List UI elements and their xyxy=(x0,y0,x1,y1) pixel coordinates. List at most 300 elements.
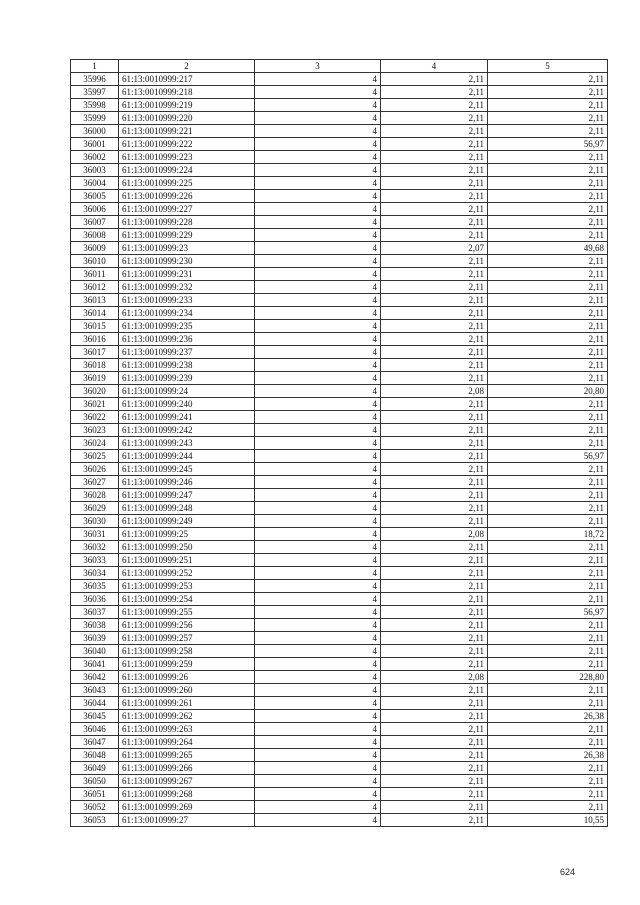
table-cell-col-4: 2,11 xyxy=(381,268,488,281)
table-cell-col-5: 2,11 xyxy=(488,320,608,333)
table-cell-col-4: 2,11 xyxy=(381,307,488,320)
table-row xyxy=(71,281,608,294)
table-cell-col-3: 4 xyxy=(255,632,381,645)
table-cell-col-1: 36026 xyxy=(71,463,119,476)
table-cell-col-4: 2,11 xyxy=(381,450,488,463)
table-row xyxy=(71,814,608,827)
table-cell-col-1: 36004 xyxy=(71,177,119,190)
table-cell-col-3: 4 xyxy=(255,645,381,658)
table-cell-col-3: 4 xyxy=(255,437,381,450)
table-cell-col-1: 36023 xyxy=(71,424,119,437)
table-cell-col-3: 4 xyxy=(255,710,381,723)
table-cell-col-4: 2,11 xyxy=(381,489,488,502)
table-cell-col-3: 4 xyxy=(255,762,381,775)
table-cell-col-1: 36005 xyxy=(71,190,119,203)
table-cell-col-1: 36027 xyxy=(71,476,119,489)
table-row xyxy=(71,216,608,229)
table-cell-col-4: 2,11 xyxy=(381,99,488,112)
table-cell-col-1: 36046 xyxy=(71,723,119,736)
table-cell-col-4: 2,11 xyxy=(381,801,488,814)
table-row xyxy=(71,177,608,190)
table-cell-col-5: 2,11 xyxy=(488,112,608,125)
table-cell-col-4: 2,11 xyxy=(381,372,488,385)
table-cell-col-2: 61:13:0010999:221 xyxy=(119,125,255,138)
table-cell-col-1: 36024 xyxy=(71,437,119,450)
table-cell-col-5: 2,11 xyxy=(488,125,608,138)
table-cell-col-5: 2,11 xyxy=(488,255,608,268)
table-cell-col-1: 36009 xyxy=(71,242,119,255)
table-cell-col-4: 2,08 xyxy=(381,671,488,684)
table-row xyxy=(71,450,608,463)
table-cell-col-1: 36020 xyxy=(71,385,119,398)
table-cell-col-4: 2,11 xyxy=(381,775,488,788)
table-cell-col-3: 4 xyxy=(255,281,381,294)
table-cell-col-3: 4 xyxy=(255,515,381,528)
table-cell-col-2: 61:13:0010999:260 xyxy=(119,684,255,697)
table-cell-col-5: 2,11 xyxy=(488,424,608,437)
table-cell-col-4: 2,11 xyxy=(381,281,488,294)
table-cell-col-1: 36033 xyxy=(71,554,119,567)
table-cell-col-5: 2,11 xyxy=(488,684,608,697)
table-row xyxy=(71,229,608,242)
table-cell-col-1: 36030 xyxy=(71,515,119,528)
table-cell-col-2: 61:13:0010999:225 xyxy=(119,177,255,190)
table-cell-col-4: 2,08 xyxy=(381,528,488,541)
table-cell-col-2: 61:13:0010999:237 xyxy=(119,346,255,359)
table-row xyxy=(71,424,608,437)
table-cell-col-5: 2,11 xyxy=(488,541,608,554)
table-cell-col-2: 61:13:0010999:218 xyxy=(119,86,255,99)
table-cell-col-4: 2,11 xyxy=(381,346,488,359)
table-cell-col-5: 2,11 xyxy=(488,437,608,450)
table-row xyxy=(71,268,608,281)
table-row xyxy=(71,190,608,203)
table-cell-col-2: 61:13:0010999:242 xyxy=(119,424,255,437)
table-cell-col-4: 2,11 xyxy=(381,463,488,476)
table-row xyxy=(71,73,608,86)
table-cell-col-2: 61:13:0010999:261 xyxy=(119,697,255,710)
table-cell-col-4: 2,11 xyxy=(381,502,488,515)
table-cell-col-3: 4 xyxy=(255,216,381,229)
table-cell-col-1: 36039 xyxy=(71,632,119,645)
header-col-4: 4 xyxy=(381,60,488,73)
table-row xyxy=(71,762,608,775)
table-cell-col-1: 36013 xyxy=(71,294,119,307)
table-cell-col-1: 36050 xyxy=(71,775,119,788)
table-cell-col-1: 36007 xyxy=(71,216,119,229)
table-cell-col-5: 2,11 xyxy=(488,177,608,190)
table-cell-col-2: 61:13:0010999:229 xyxy=(119,229,255,242)
table-cell-col-3: 4 xyxy=(255,333,381,346)
table-cell-col-3: 4 xyxy=(255,99,381,112)
table-cell-col-1: 36035 xyxy=(71,580,119,593)
table-cell-col-5: 2,11 xyxy=(488,203,608,216)
table-cell-col-2: 61:13:0010999:217 xyxy=(119,73,255,86)
table-cell-col-1: 36042 xyxy=(71,671,119,684)
table-cell-col-5: 2,11 xyxy=(488,294,608,307)
table-cell-col-4: 2,11 xyxy=(381,216,488,229)
table-cell-col-4: 2,11 xyxy=(381,424,488,437)
table-cell-col-2: 61:13:0010999:255 xyxy=(119,606,255,619)
table-cell-col-3: 4 xyxy=(255,411,381,424)
table-cell-col-1: 36006 xyxy=(71,203,119,216)
table-cell-col-1: 36021 xyxy=(71,398,119,411)
table-cell-col-2: 61:13:0010999:239 xyxy=(119,372,255,385)
table-cell-col-1: 36019 xyxy=(71,372,119,385)
table-cell-col-3: 4 xyxy=(255,151,381,164)
table-cell-col-2: 61:13:0010999:227 xyxy=(119,203,255,216)
table-cell-col-5: 56,97 xyxy=(488,450,608,463)
table-row xyxy=(71,554,608,567)
table-row xyxy=(71,359,608,372)
table-cell-col-3: 4 xyxy=(255,489,381,502)
table-row xyxy=(71,801,608,814)
table-cell-col-5: 2,11 xyxy=(488,580,608,593)
data-table xyxy=(70,59,608,827)
table-cell-col-2: 61:13:0010999:249 xyxy=(119,515,255,528)
table-cell-col-2: 61:13:0010999:246 xyxy=(119,476,255,489)
table-row xyxy=(71,697,608,710)
table-cell-col-4: 2,11 xyxy=(381,320,488,333)
table-cell-col-2: 61:13:0010999:231 xyxy=(119,268,255,281)
table-cell-col-3: 4 xyxy=(255,736,381,749)
table-cell-col-4: 2,11 xyxy=(381,411,488,424)
table-row xyxy=(71,255,608,268)
table-cell-col-2: 61:13:0010999:25 xyxy=(119,528,255,541)
table-cell-col-1: 36034 xyxy=(71,567,119,580)
table-cell-col-5: 10,55 xyxy=(488,814,608,827)
table-row xyxy=(71,619,608,632)
table-row xyxy=(71,606,608,619)
table-cell-col-2: 61:13:0010999:251 xyxy=(119,554,255,567)
table-cell-col-4: 2,11 xyxy=(381,723,488,736)
table-cell-col-5: 2,11 xyxy=(488,632,608,645)
table-cell-col-4: 2,11 xyxy=(381,125,488,138)
table-cell-col-2: 61:13:0010999:219 xyxy=(119,99,255,112)
table-row xyxy=(71,632,608,645)
table-cell-col-4: 2,11 xyxy=(381,164,488,177)
page-number: 624 xyxy=(560,867,576,877)
table-cell-col-5: 2,11 xyxy=(488,411,608,424)
table-cell-col-1: 35997 xyxy=(71,86,119,99)
table-row xyxy=(71,164,608,177)
table-cell-col-2: 61:13:0010999:222 xyxy=(119,138,255,151)
table-cell-col-2: 61:13:0010999:253 xyxy=(119,580,255,593)
table-row xyxy=(71,242,608,255)
table-cell-col-3: 4 xyxy=(255,203,381,216)
header-col-3: 3 xyxy=(255,60,381,73)
table-cell-col-5: 2,11 xyxy=(488,593,608,606)
table-cell-col-2: 61:13:0010999:257 xyxy=(119,632,255,645)
table-cell-col-5: 2,11 xyxy=(488,359,608,372)
table-cell-col-2: 61:13:0010999:247 xyxy=(119,489,255,502)
table-row xyxy=(71,723,608,736)
table-row xyxy=(71,710,608,723)
table-cell-col-3: 4 xyxy=(255,138,381,151)
table-cell-col-4: 2,11 xyxy=(381,645,488,658)
table-cell-col-5: 2,11 xyxy=(488,801,608,814)
table-cell-col-4: 2,11 xyxy=(381,203,488,216)
table-cell-col-5: 2,11 xyxy=(488,216,608,229)
table-cell-col-3: 4 xyxy=(255,684,381,697)
table-cell-col-5: 2,11 xyxy=(488,346,608,359)
table-cell-col-4: 2,11 xyxy=(381,177,488,190)
table-row xyxy=(71,151,608,164)
table-cell-col-2: 61:13:0010999:267 xyxy=(119,775,255,788)
table-cell-col-3: 4 xyxy=(255,164,381,177)
table-cell-col-4: 2,11 xyxy=(381,73,488,86)
table-cell-col-4: 2,11 xyxy=(381,710,488,723)
table-cell-col-4: 2,07 xyxy=(381,242,488,255)
table-row xyxy=(71,398,608,411)
table-cell-col-2: 61:13:0010999:254 xyxy=(119,593,255,606)
table-cell-col-3: 4 xyxy=(255,697,381,710)
table-cell-col-3: 4 xyxy=(255,567,381,580)
table-cell-col-4: 2,11 xyxy=(381,658,488,671)
table-cell-col-5: 18,72 xyxy=(488,528,608,541)
table-cell-col-1: 36031 xyxy=(71,528,119,541)
table-cell-col-5: 2,11 xyxy=(488,788,608,801)
table-cell-col-4: 2,11 xyxy=(381,697,488,710)
table-cell-col-4: 2,11 xyxy=(381,151,488,164)
table-cell-col-5: 2,11 xyxy=(488,281,608,294)
table-cell-col-3: 4 xyxy=(255,294,381,307)
table-cell-col-2: 61:13:0010999:265 xyxy=(119,749,255,762)
table-cell-col-2: 61:13:0010999:240 xyxy=(119,398,255,411)
table-row xyxy=(71,736,608,749)
table-cell-col-3: 4 xyxy=(255,580,381,593)
table-cell-col-5: 2,11 xyxy=(488,567,608,580)
table-body xyxy=(71,73,608,827)
table-cell-col-2: 61:13:0010999:252 xyxy=(119,567,255,580)
table-cell-col-5: 2,11 xyxy=(488,73,608,86)
table-cell-col-5: 2,11 xyxy=(488,372,608,385)
table-cell-col-3: 4 xyxy=(255,73,381,86)
table-cell-col-4: 2,11 xyxy=(381,606,488,619)
table-row xyxy=(71,541,608,554)
table-cell-col-2: 61:13:0010999:230 xyxy=(119,255,255,268)
table-cell-col-3: 4 xyxy=(255,255,381,268)
table-cell-col-3: 4 xyxy=(255,346,381,359)
table-cell-col-3: 4 xyxy=(255,619,381,632)
table-row xyxy=(71,86,608,99)
table-cell-col-1: 35996 xyxy=(71,73,119,86)
table-cell-col-1: 36016 xyxy=(71,333,119,346)
table-cell-col-5: 2,11 xyxy=(488,164,608,177)
table-cell-col-1: 36049 xyxy=(71,762,119,775)
table-cell-col-3: 4 xyxy=(255,775,381,788)
table-row xyxy=(71,788,608,801)
table-cell-col-5: 2,11 xyxy=(488,645,608,658)
table-cell-col-1: 36045 xyxy=(71,710,119,723)
table-cell-col-1: 36025 xyxy=(71,450,119,463)
table-row xyxy=(71,645,608,658)
table-cell-col-5: 228,80 xyxy=(488,671,608,684)
table-cell-col-3: 4 xyxy=(255,86,381,99)
table-cell-col-2: 61:13:0010999:268 xyxy=(119,788,255,801)
table-cell-col-3: 4 xyxy=(255,749,381,762)
table-cell-col-3: 4 xyxy=(255,671,381,684)
table-row xyxy=(71,203,608,216)
table-cell-col-1: 36053 xyxy=(71,814,119,827)
table-cell-col-4: 2,11 xyxy=(381,632,488,645)
table-cell-col-5: 2,11 xyxy=(488,151,608,164)
table-cell-col-3: 4 xyxy=(255,190,381,203)
table-cell-col-1: 36048 xyxy=(71,749,119,762)
table-cell-col-3: 4 xyxy=(255,307,381,320)
table-cell-col-2: 61:13:0010999:241 xyxy=(119,411,255,424)
table-cell-col-1: 36011 xyxy=(71,268,119,281)
table-cell-col-3: 4 xyxy=(255,528,381,541)
table-row xyxy=(71,307,608,320)
table-cell-col-4: 2,11 xyxy=(381,515,488,528)
table-cell-col-1: 36028 xyxy=(71,489,119,502)
table-row xyxy=(71,684,608,697)
table-cell-col-2: 61:13:0010999:263 xyxy=(119,723,255,736)
table-cell-col-4: 2,11 xyxy=(381,229,488,242)
table-row xyxy=(71,593,608,606)
table-cell-col-3: 4 xyxy=(255,606,381,619)
table-row xyxy=(71,528,608,541)
table-cell-col-4: 2,11 xyxy=(381,684,488,697)
table-cell-col-2: 61:13:0010999:234 xyxy=(119,307,255,320)
table-cell-col-5: 2,11 xyxy=(488,697,608,710)
table-cell-col-5: 49,68 xyxy=(488,242,608,255)
table-cell-col-5: 2,11 xyxy=(488,463,608,476)
table-row xyxy=(71,320,608,333)
table-cell-col-2: 61:13:0010999:248 xyxy=(119,502,255,515)
table-row xyxy=(71,671,608,684)
header-col-1: 1 xyxy=(71,60,119,73)
table-row xyxy=(71,411,608,424)
table-cell-col-5: 2,11 xyxy=(488,619,608,632)
table-cell-col-2: 61:13:0010999:269 xyxy=(119,801,255,814)
table-cell-col-3: 4 xyxy=(255,385,381,398)
table-cell-col-2: 61:13:0010999:256 xyxy=(119,619,255,632)
table-cell-col-4: 2,11 xyxy=(381,593,488,606)
table-cell-col-1: 36010 xyxy=(71,255,119,268)
table-header-row xyxy=(71,60,608,73)
table-row xyxy=(71,567,608,580)
table-cell-col-4: 2,11 xyxy=(381,567,488,580)
table-cell-col-4: 2,11 xyxy=(381,580,488,593)
table-cell-col-4: 2,11 xyxy=(381,255,488,268)
table-cell-col-1: 36047 xyxy=(71,736,119,749)
table-cell-col-2: 61:13:0010999:220 xyxy=(119,112,255,125)
table-cell-col-5: 56,97 xyxy=(488,138,608,151)
table-cell-col-5: 2,11 xyxy=(488,775,608,788)
table-row xyxy=(71,489,608,502)
table-cell-col-5: 2,11 xyxy=(488,99,608,112)
table-cell-col-3: 4 xyxy=(255,398,381,411)
table-cell-col-1: 36022 xyxy=(71,411,119,424)
table-cell-col-2: 61:13:0010999:223 xyxy=(119,151,255,164)
table-cell-col-2: 61:13:0010999:228 xyxy=(119,216,255,229)
table-cell-col-1: 36040 xyxy=(71,645,119,658)
table-cell-col-2: 61:13:0010999:224 xyxy=(119,164,255,177)
table-cell-col-2: 61:13:0010999:23 xyxy=(119,242,255,255)
table-cell-col-1: 36001 xyxy=(71,138,119,151)
table-row xyxy=(71,476,608,489)
table-cell-col-1: 36000 xyxy=(71,125,119,138)
table-cell-col-4: 2,11 xyxy=(381,762,488,775)
table-row xyxy=(71,515,608,528)
table-cell-col-1: 36038 xyxy=(71,619,119,632)
table-cell-col-1: 36051 xyxy=(71,788,119,801)
table-cell-col-1: 36044 xyxy=(71,697,119,710)
table-cell-col-1: 35998 xyxy=(71,99,119,112)
table-cell-col-4: 2,11 xyxy=(381,398,488,411)
table-cell-col-4: 2,11 xyxy=(381,814,488,827)
table-cell-col-5: 2,11 xyxy=(488,398,608,411)
table-cell-col-5: 26,38 xyxy=(488,710,608,723)
table-cell-col-3: 4 xyxy=(255,359,381,372)
table-cell-col-3: 4 xyxy=(255,814,381,827)
header-col-2: 2 xyxy=(119,60,255,73)
table-cell-col-1: 36002 xyxy=(71,151,119,164)
table-cell-col-2: 61:13:0010999:262 xyxy=(119,710,255,723)
table-cell-col-3: 4 xyxy=(255,177,381,190)
table-row xyxy=(71,749,608,762)
table-cell-col-3: 4 xyxy=(255,541,381,554)
table-cell-col-4: 2,11 xyxy=(381,333,488,346)
table-cell-col-4: 2,11 xyxy=(381,619,488,632)
table-cell-col-1: 36012 xyxy=(71,281,119,294)
table-cell-col-1: 36008 xyxy=(71,229,119,242)
table-cell-col-3: 4 xyxy=(255,788,381,801)
table-row xyxy=(71,333,608,346)
table-cell-col-4: 2,08 xyxy=(381,385,488,398)
table-cell-col-1: 36043 xyxy=(71,684,119,697)
table-cell-col-5: 2,11 xyxy=(488,658,608,671)
table-cell-col-3: 4 xyxy=(255,125,381,138)
table-cell-col-3: 4 xyxy=(255,112,381,125)
table-cell-col-5: 2,11 xyxy=(488,554,608,567)
table-cell-col-4: 2,11 xyxy=(381,190,488,203)
table-cell-col-1: 36052 xyxy=(71,801,119,814)
table-cell-col-4: 2,11 xyxy=(381,476,488,489)
table-cell-col-5: 56,97 xyxy=(488,606,608,619)
table-cell-col-5: 26,38 xyxy=(488,749,608,762)
table-row xyxy=(71,463,608,476)
table-cell-col-3: 4 xyxy=(255,723,381,736)
table-row xyxy=(71,385,608,398)
table-cell-col-1: 36017 xyxy=(71,346,119,359)
table-cell-col-1: 36015 xyxy=(71,320,119,333)
table-cell-col-2: 61:13:0010999:232 xyxy=(119,281,255,294)
table-row xyxy=(71,125,608,138)
table-cell-col-4: 2,11 xyxy=(381,294,488,307)
table-cell-col-2: 61:13:0010999:26 xyxy=(119,671,255,684)
table-cell-col-2: 61:13:0010999:250 xyxy=(119,541,255,554)
table-cell-col-2: 61:13:0010999:243 xyxy=(119,437,255,450)
table-row xyxy=(71,437,608,450)
header-col-5: 5 xyxy=(488,60,608,73)
table-cell-col-5: 2,11 xyxy=(488,476,608,489)
table-cell-col-3: 4 xyxy=(255,450,381,463)
table-row xyxy=(71,112,608,125)
table-cell-col-4: 2,11 xyxy=(381,86,488,99)
table-cell-col-4: 2,11 xyxy=(381,437,488,450)
table-cell-col-5: 2,11 xyxy=(488,229,608,242)
table-cell-col-3: 4 xyxy=(255,372,381,385)
table-cell-col-2: 61:13:0010999:238 xyxy=(119,359,255,372)
table-cell-col-3: 4 xyxy=(255,502,381,515)
table-cell-col-2: 61:13:0010999:245 xyxy=(119,463,255,476)
table-row xyxy=(71,346,608,359)
table-cell-col-1: 36018 xyxy=(71,359,119,372)
table-row xyxy=(71,372,608,385)
